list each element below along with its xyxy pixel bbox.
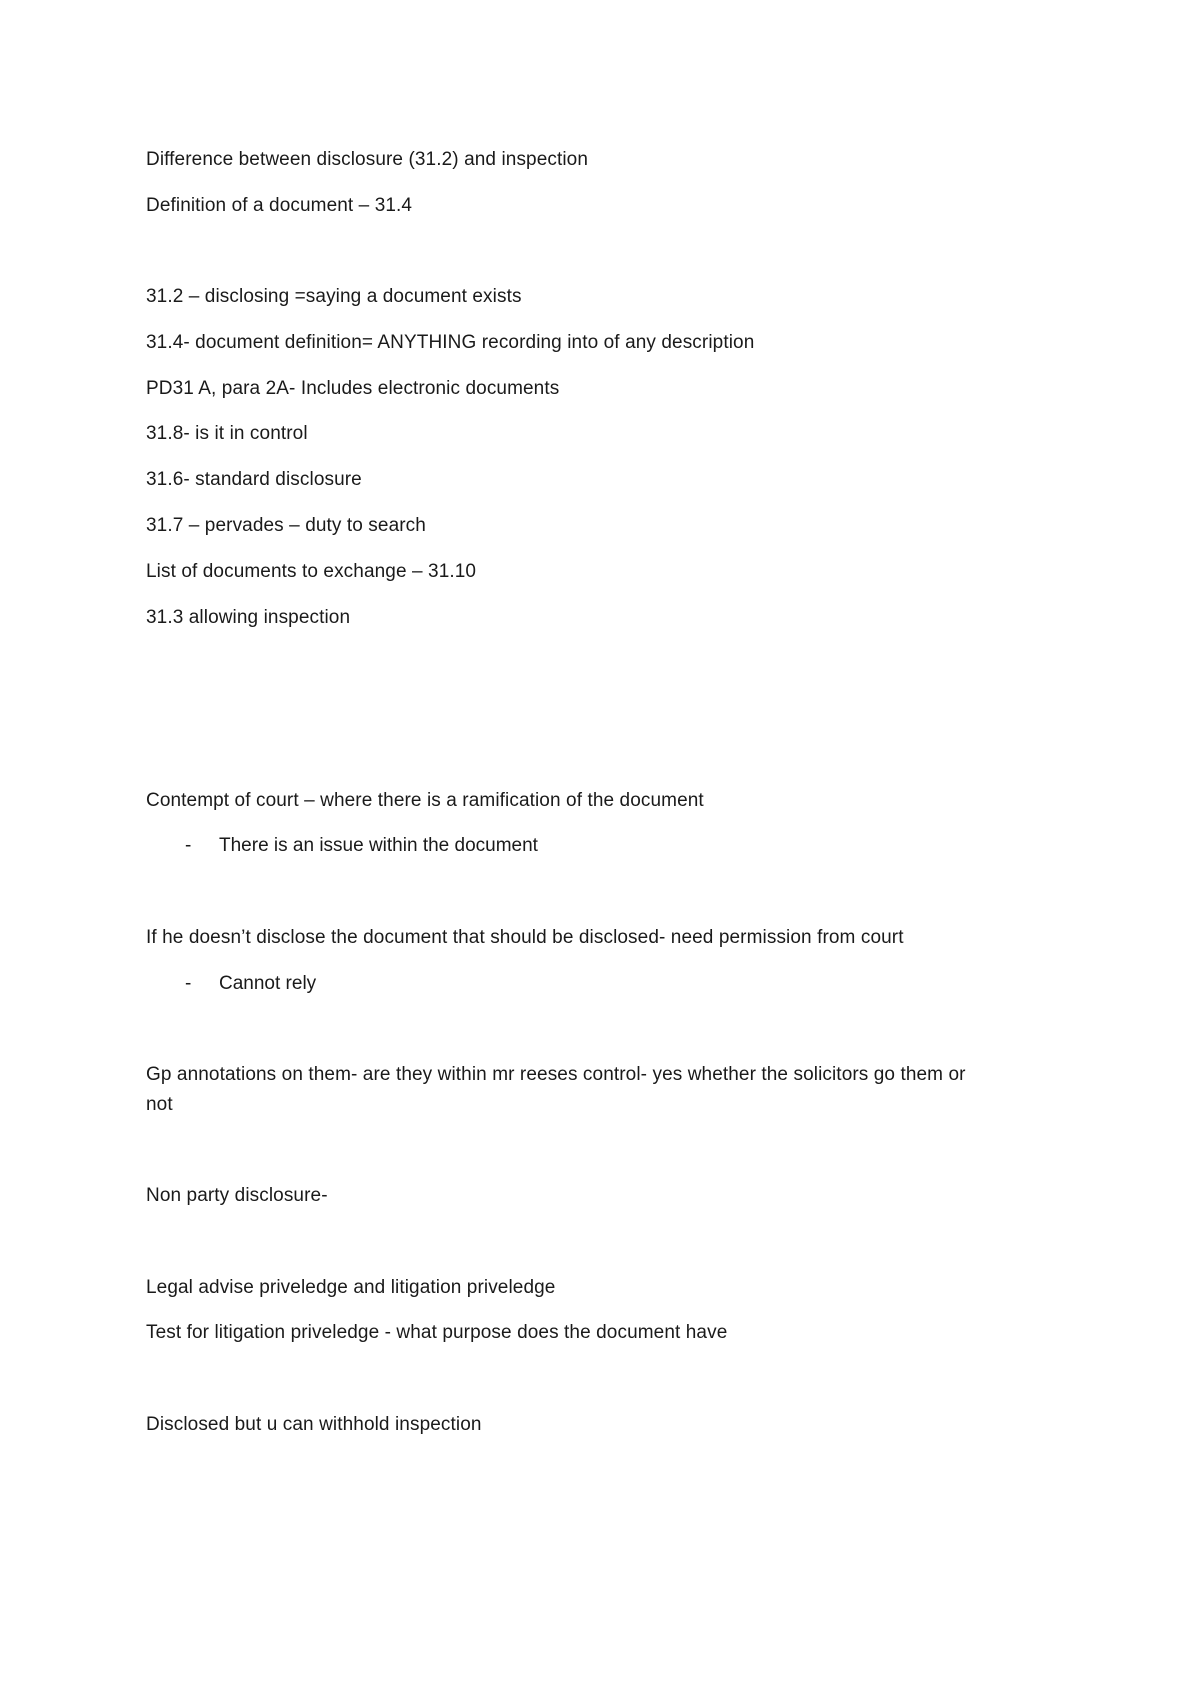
text-line: Legal advise priveledge and litigation priveledge: [146, 1277, 556, 1298]
text-line: Non party disclosure-: [146, 1185, 328, 1206]
text-line: List of documents to exchange – 31.10: [146, 561, 477, 582]
bullet-marker: -: [185, 835, 192, 856]
text-line: Gp annotations on them- are they within mr reeses control- yes whether the solicitors go them or: [146, 1064, 966, 1085]
text-line: 31.4- document definition= ANYTHING recording into of any description: [146, 332, 755, 353]
text-line: Difference between disclosure (31.2) and inspection: [146, 149, 589, 170]
text-line: 31.8- is it in control: [146, 423, 308, 444]
text-line: Contempt of court – where there is a ramification of the document: [146, 790, 704, 811]
text-line: Disclosed but u can withhold inspection: [146, 1414, 482, 1435]
text-line: 31.6- standard disclosure: [146, 469, 362, 490]
text-line: 31.3 allowing inspection: [146, 607, 351, 628]
text-line: not: [146, 1094, 173, 1115]
text-line: Definition of a document – 31.4: [146, 195, 413, 216]
bullet-marker: -: [185, 973, 192, 994]
text-line: 31.2 – disclosing =saying a document exists: [146, 286, 522, 307]
text-line: PD31 A, para 2A- Includes electronic documents: [146, 378, 560, 399]
text-line: Test for litigation priveledge - what purpose does the document have: [146, 1322, 728, 1343]
bullet-item: Cannot rely: [219, 973, 317, 994]
bullet-item: There is an issue within the document: [219, 835, 538, 856]
text-line: If he doesn’t disclose the document that should be disclosed- need permission from court: [146, 927, 904, 948]
text-line: 31.7 – pervades – duty to search: [146, 515, 426, 536]
